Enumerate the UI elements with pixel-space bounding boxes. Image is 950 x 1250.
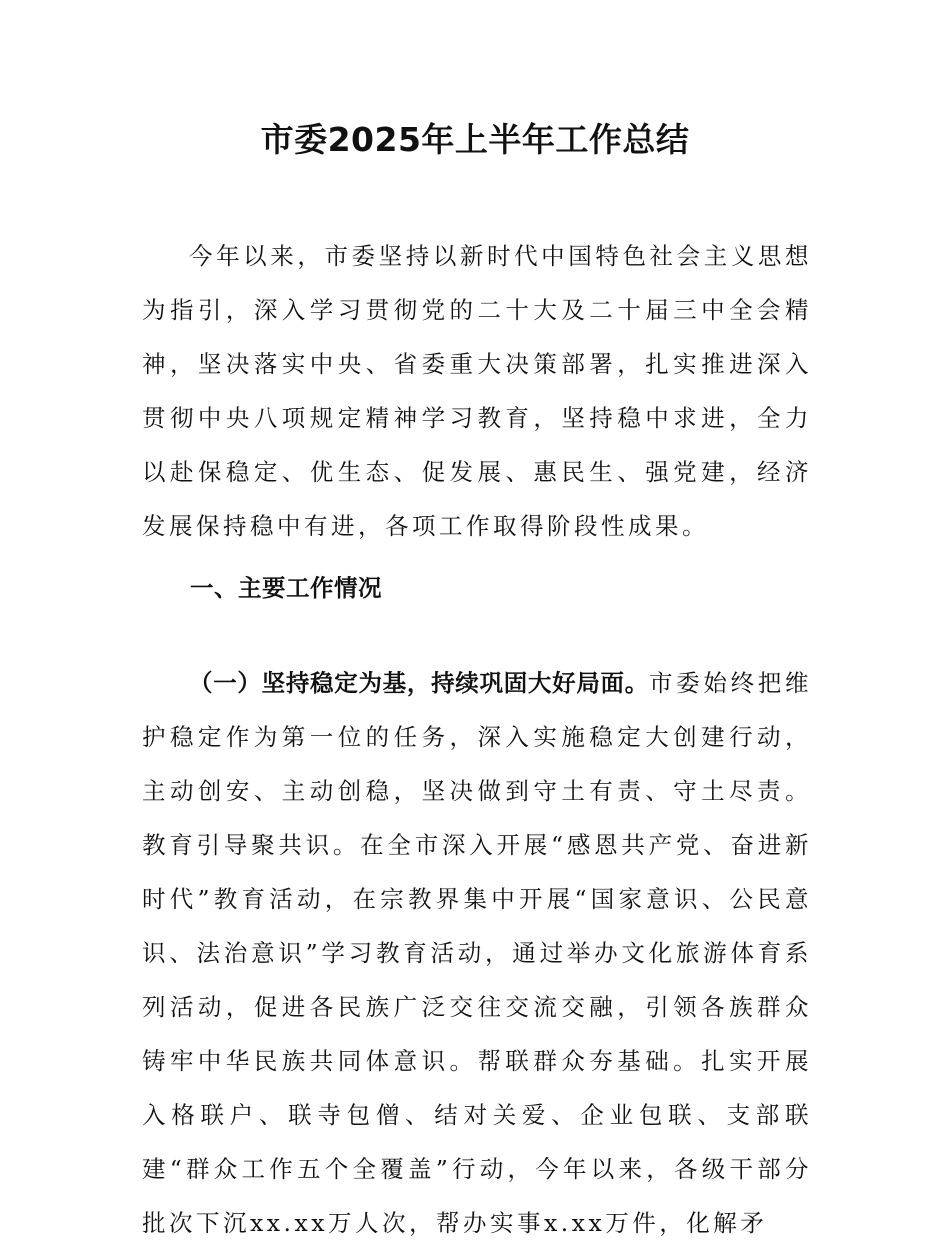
subsection-lead-heading: （一）坚持稳定为基，持续巩固大好局面。	[189, 669, 649, 697]
subsection-body-text: 市委始终把维护稳定作为第一位的任务，深入实施稳定大创建行动，主动创安、主动创稳，坚决做到守土有责、守土尽责。教育引导聚共识。在全市深入开展“感恩共产党、奋进新时代”教育活动，在宗教界集中开展“国家意识、公民意识、法治意识”学习教育活动，通过举办文化旅游体育系列活动，促进各民族广泛交往交流交融，引领各族群众铸牢中华民族共同体意识。帮联群众夯基础。扎实开展入格联户、联寺包僧、结对关爱、企业包联、支部联建“群众工作五个全覆盖”行动，今年以来，各级干部分批次下沉xx.xx万人次，帮办实事x.xx万件，化解矛	[142, 669, 813, 1237]
section-heading: 一、主要工作情况	[190, 574, 382, 602]
document-title: 市委2025年上半年工作总结	[260, 120, 690, 159]
subsection-paragraph	[142, 656, 812, 1250]
intro-paragraph: 今年以来，市委坚持以新时代中国特色社会主义思想为指引，深入学习贯彻党的二十大及二十届三中全会精神，坚决落实中央、省委重大决策部署，扎实推进深入贯彻中央八项规定精神学习教育，坚持稳中求进，全力以赴保稳定、优生态、促发展、惠民生、强党建，经济发展保持稳中有进，各项工作取得阶段性成果。	[142, 242, 812, 540]
